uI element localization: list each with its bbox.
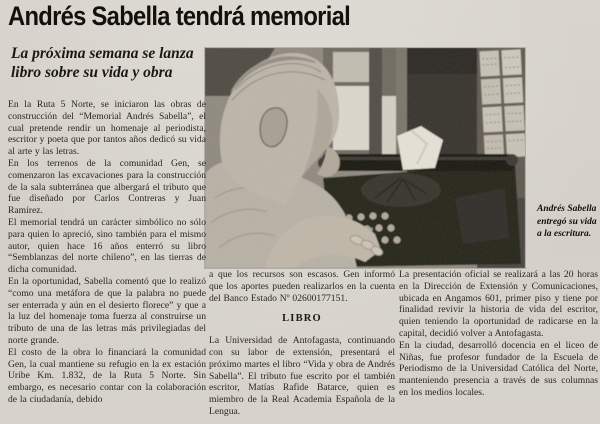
- section-header-libro: LIBRO: [282, 313, 322, 325]
- right-column: [399, 269, 598, 399]
- sabella-typewriter-photo-illustration: [205, 48, 525, 268]
- paragraph: El costo de la obra lo financiará la comunidad Gen, la cual mantiene su refugio en la ex estación Uribe Km. 1.832, de la Ruta 5 Norte. Sin embargo, es necesario contar con la colaboración de la ciudadanía, debido: [8, 346, 206, 405]
- middle-column: [209, 269, 395, 418]
- photo-grain-overlay: [205, 48, 525, 268]
- photo-caption: Andrés Sabella entregó su vida a la escritura.: [537, 204, 597, 240]
- paragraph: La Universidad de Antofagasta, continuando con su labor de extensión, presentará el próximo martes el libro “Vida y obra de Andrés Sabella”. El tributo fue escrito por el también escritor, Matías Rafide Batarce, quien es miembro de la Real Academia Española de la Lengua.: [209, 335, 395, 417]
- paragraph: En los terrenos de la comunidad Gen, se comenzaron las excavaciones para la construcción de la sala subterránea que albergará el tributo que fue diseñado por Carlos Contreras y Juan Ramírez.: [8, 157, 206, 217]
- paragraph: El memorial tendrá un carácter simbólico no sólo para quien lo apreció, sino también para el mismo autor, quien hace 16 años enterró su libro “Semblanzas del norte chileno”, en las tierras de dicha comunidad.: [8, 216, 206, 276]
- article-headline: Andrés Sabella tendrá memorial: [8, 1, 351, 31]
- left-column: [8, 99, 206, 421]
- paragraph: En la Ruta 5 Norte, se iniciaron las obras de construcción del “Memorial Andrés Sabella”, el cual pretende rendir un homenaje al periodista, escritor y poeta que por tantos años dedicó su vida al arte y las letras.: [8, 99, 206, 158]
- paragraph: En la oportunidad, Sabella comentó que lo realizó “como una metáfora de que la palabra no puede ser enterrada y aún en el desierto florece” y que a la luz del homenaje toma fuerza al construirse un tributo de una de las letras más privilegiadas del norte grande.: [8, 275, 206, 346]
- article-subheadline: La próxima semana se lanza libro sobre su vida y obra: [11, 45, 194, 81]
- paragraph: a que los recursos son escasos. Gen informó que los aportes pueden realizarlos en la cuenta del Banco Estado Nº 02600177151.: [209, 269, 395, 304]
- paragraph: En la ciudad, desarrolló docencia en el liceo de Niñas, fue profesor fundador de la Escuela de Periodismo de la Universidad Católica del Norte, manteniendo presencia a través de sus columnas en los medios locales.: [399, 339, 598, 398]
- paragraph: La presentación oficial se realizará a las 20 horas en la Dirección de Extensión y Comunicaciones, ubicada en Angamos 601, primer piso y tiene por finalidad revivir la historia de vida del escritor, quien teniendo la oportunidad de radicarse en la capital, decidió volver a Antofagasta.: [399, 269, 598, 339]
- article-photo: [205, 48, 525, 268]
